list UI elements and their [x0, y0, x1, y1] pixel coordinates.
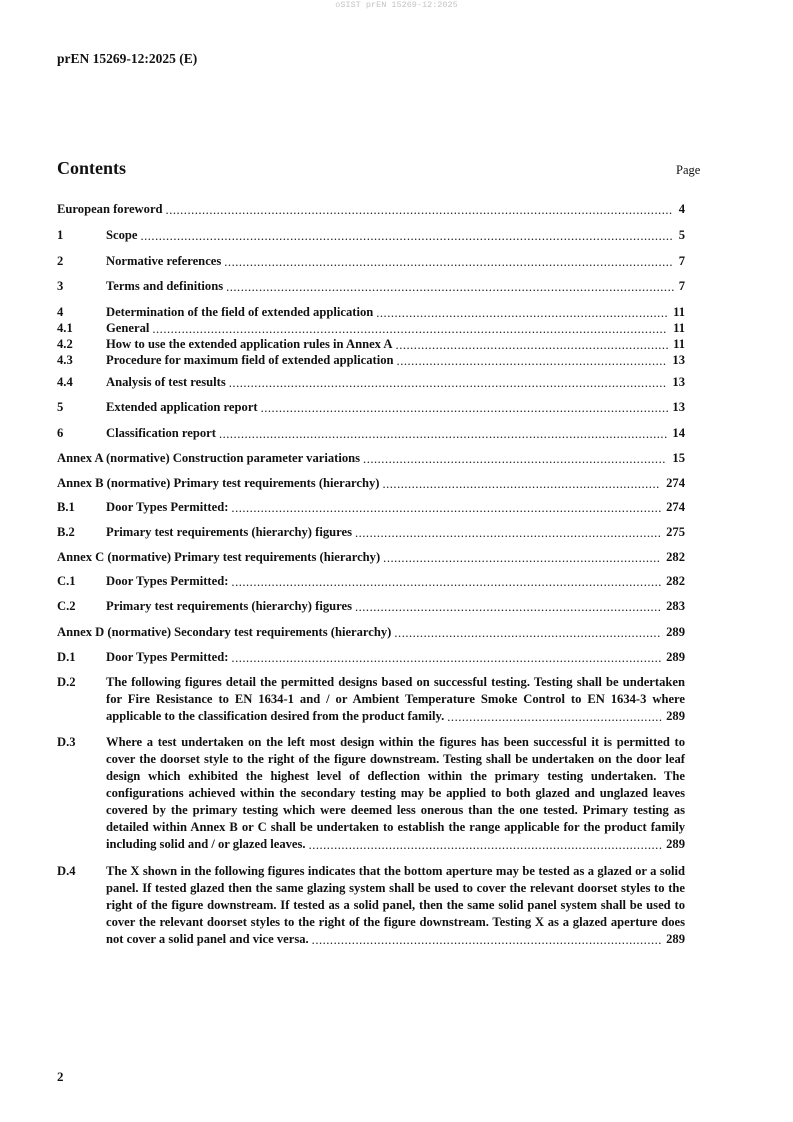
toc-entry[interactable]: [57, 475, 685, 491]
toc-entry-number: D.4: [57, 864, 76, 878]
dot-leader: ...................................................................................: [363, 452, 666, 466]
toc-entry-title: Annex B (normative) Primary test requirements (hierarchy): [57, 476, 380, 490]
toc-entry[interactable]: [57, 573, 685, 589]
toc-entry-title: Door Types Permitted:: [106, 574, 229, 588]
page-number: 2: [57, 1069, 64, 1084]
toc-entry-number: B.2: [57, 525, 75, 539]
dot-leader: .........................................................................: [394, 626, 661, 640]
toc-entry-number: D.1: [57, 650, 76, 664]
toc-entry-title: Analysis of test results: [106, 375, 226, 389]
toc-entry-title: Terms and definitions: [106, 279, 224, 293]
dot-leader: .............................................................................................................................................: [152, 322, 667, 336]
dot-leader: ...........................................................................................................................: [226, 280, 675, 294]
toc-entry-page: 11: [673, 321, 685, 335]
toc-entry-page: 274: [666, 500, 685, 514]
dot-leader: ....................................................................................: [354, 600, 662, 614]
toc-entry-title: Classification report: [106, 426, 216, 440]
toc-entry[interactable]: [57, 399, 685, 415]
toc-entry-page: 13: [672, 400, 685, 414]
dot-leader: ........................................................................................................................: [228, 376, 667, 390]
toc-entry-page: 289: [666, 837, 685, 851]
page-column-label: Page: [676, 163, 701, 177]
toc-entry[interactable]: [57, 320, 685, 336]
toc-entry[interactable]: [57, 624, 685, 640]
toc-entry-number: 4: [57, 305, 64, 319]
dot-leader: ...........................................................................................................................: [218, 427, 668, 441]
dot-leader: ......................................................................................................................: [231, 501, 662, 515]
watermark: oSIST prEN 15269-12:2025: [335, 0, 458, 10]
toc-entry-page: 15: [672, 451, 685, 465]
toc-entry[interactable]: [57, 734, 685, 853]
toc-entry-title: Door Types Permitted:: [106, 500, 229, 514]
toc-entry-number: 6: [57, 426, 64, 440]
dot-leader: ................................................................................................: [311, 933, 662, 947]
toc-entry[interactable]: [57, 227, 685, 243]
dot-leader: ...........................................................................................................................: [224, 255, 674, 269]
toc-entry[interactable]: [57, 304, 685, 320]
toc-entry-number: 4.2: [57, 337, 73, 351]
dot-leader: ............................................................................: [383, 551, 661, 565]
toc-entry-page: 282: [666, 550, 685, 564]
toc-entry-title: Primary test requirements (hierarchy) figures: [106, 599, 352, 613]
toc-entry-title: Determination of the field of extended application: [106, 305, 374, 319]
toc-entry-number: 4.4: [57, 375, 73, 389]
toc-entry[interactable]: [57, 425, 685, 441]
toc-entry-title: How to use the extended application rules in Annex A: [106, 337, 393, 351]
toc-entry-number: 3: [57, 279, 64, 293]
toc-entry-title: European foreword: [57, 202, 163, 216]
toc-entry-page: 7: [678, 279, 685, 293]
toc-entry-page: 274: [666, 476, 685, 490]
toc-entry[interactable]: [57, 336, 685, 352]
dot-leader: ......................................................................................................................: [231, 575, 662, 589]
toc-entry-title: Procedure for maximum field of extended application: [106, 353, 394, 367]
toc-entry-page: 14: [672, 426, 685, 440]
toc-entry-page: 13: [672, 353, 685, 367]
toc-entry-title: General: [106, 321, 150, 335]
dot-leader: ......................................................................................................................: [231, 651, 662, 665]
toc-entry-number: D.2: [57, 675, 76, 689]
table-of-contents: [57, 201, 685, 948]
dot-leader: ..........................................................................: [396, 354, 667, 368]
toc-entry-page: 4: [678, 202, 685, 216]
toc-entry-number: B.1: [57, 500, 75, 514]
toc-entry[interactable]: [57, 374, 685, 390]
document-header: prEN 15269-12:2025 (E): [57, 51, 198, 66]
toc-entry-title: The X shown in the following figures indicates that the bottom aperture may be tested as a glazed or a solid panel. If tested glazed then the same glazing system shall be used to cover the relevant doorset styles to the right of the figure downstream. If tested as a solid panel, then the same solid panel system shall be used to cover the relevant doorset styles to the right of the figure downstream. Testing X as a glazed aperture does not cover a solid panel and vice versa.: [106, 864, 685, 946]
toc-entry-number: 5: [57, 400, 64, 414]
toc-entry-page: 282: [666, 574, 685, 588]
toc-entry-title: Normative references: [106, 254, 222, 268]
toc-entry[interactable]: [57, 549, 685, 565]
toc-entry[interactable]: [57, 352, 685, 368]
toc-entry-title: Annex A (normative) Construction parameter variations: [57, 451, 361, 465]
toc-entry-page: 289: [666, 709, 685, 723]
toc-entry[interactable]: [57, 598, 685, 614]
toc-entry-page: 11: [673, 337, 685, 351]
toc-entry[interactable]: [57, 649, 685, 665]
toc-entry-number: 2: [57, 254, 64, 268]
toc-entry[interactable]: [57, 450, 685, 466]
toc-entry-number: C.1: [57, 574, 76, 588]
toc-entry-title: The following figures detail the permitted designs based on successful testing. Testing shall be undertaken for Fire Resistance to EN 1634-1 and / or Ambient Temperature Smoke Control to EN 1634-3 where applicable to the classification desired from the product family.: [106, 675, 685, 723]
toc-entry[interactable]: [57, 674, 685, 725]
toc-entry[interactable]: [57, 253, 685, 269]
toc-entry-page: 7: [678, 254, 685, 268]
dot-leader: ....................................................................................: [354, 526, 662, 540]
toc-entry[interactable]: [57, 278, 685, 294]
dot-leader: ...........................................................................: [395, 338, 670, 352]
toc-entry-title: Extended application report: [106, 400, 258, 414]
toc-entry[interactable]: [57, 524, 685, 540]
dot-leader: ...........................................................: [447, 710, 663, 724]
toc-entry-page: 13: [672, 375, 685, 389]
toc-entry-page: 289: [666, 650, 685, 664]
dot-leader: ..................................................................................................................................................: [140, 229, 674, 243]
toc-entry-page: 289: [666, 932, 685, 946]
toc-entry[interactable]: [57, 499, 685, 515]
toc-entry-number: C.2: [57, 599, 76, 613]
toc-entry-title: Door Types Permitted:: [106, 650, 229, 664]
dot-leader: .................................................................................................: [308, 838, 663, 852]
dot-leader: ............................................................................: [382, 477, 660, 491]
toc-entry-title: Annex C (normative) Primary test requirements (hierarchy): [57, 550, 381, 564]
toc-entry-title: Where a test undertaken on the left most design within the figures has been successful it is permitted to cover the doorset style to the right of the figure downstream. Testing shall be undertaken on the door leaf design which exhibited the highest level of deflection within the primary testing undertaken. The configurations achieved within the secondary testing may be applied to both glazed and unglazed leaves covered by the primary testing which were deemed less onerous than the one tested. Primary testing as detailed within Annex B or C shall be undertaken to establish the range applicable for the product family including solid and / or glazed leaves.: [106, 735, 685, 851]
toc-entry[interactable]: [57, 201, 685, 217]
dot-leader: ...........................................................................................................................................: [165, 203, 673, 217]
toc-entry-page: 11: [673, 305, 685, 319]
dot-leader: ................................................................................: [376, 306, 669, 320]
toc-entry-page: 5: [678, 228, 685, 242]
toc-entry-page: 283: [666, 599, 685, 613]
toc-entry-title: Scope: [106, 228, 138, 242]
toc-entry-number: 4.3: [57, 353, 73, 367]
toc-entry[interactable]: [57, 863, 685, 948]
toc-entry-number: D.3: [57, 735, 76, 749]
toc-entry-number: 1: [57, 228, 64, 242]
toc-entry-page: 289: [666, 625, 685, 639]
dot-leader: ................................................................................................................: [260, 401, 670, 415]
toc-entry-page: 275: [666, 525, 685, 539]
toc-entry-title: Annex D (normative) Secondary test requirements (hierarchy): [57, 625, 392, 639]
toc-entry-number: 4.1: [57, 321, 73, 335]
toc-entry-title: Primary test requirements (hierarchy) figures: [106, 525, 352, 539]
contents-title: Contents: [57, 158, 127, 178]
